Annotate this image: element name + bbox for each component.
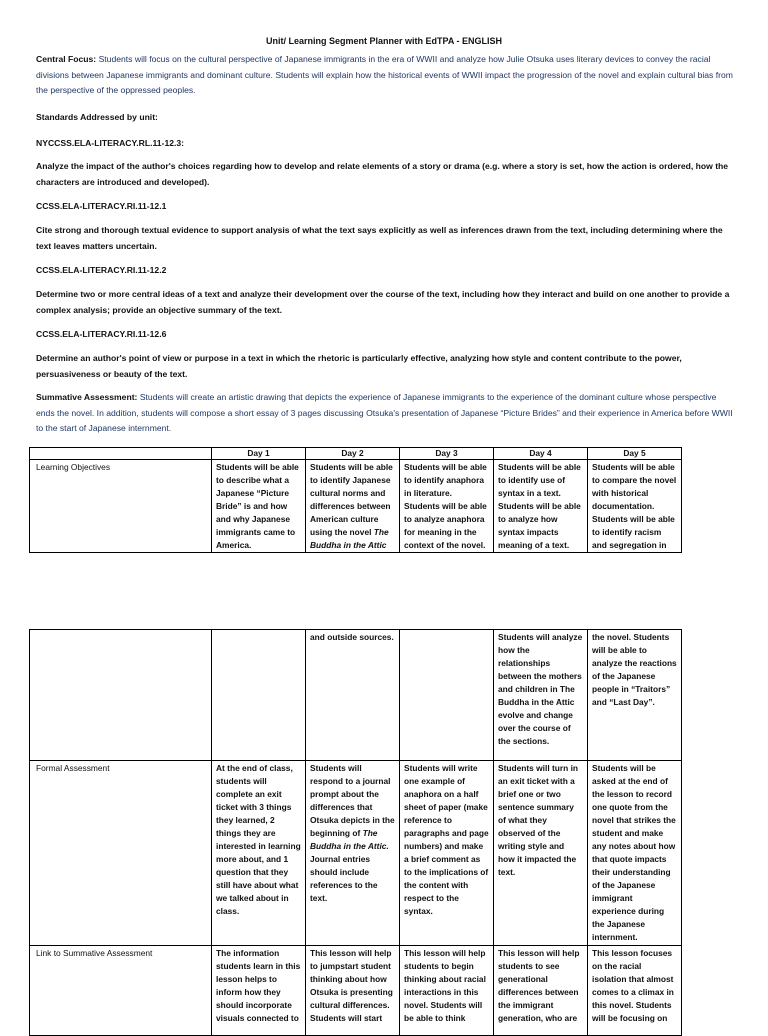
table-cell bbox=[212, 630, 306, 761]
table-cell: Students will turn in an exit ticket with a brief one or two sentence summary of what they observed of the writing style and how it impacted the text. bbox=[494, 761, 588, 946]
table-cell bbox=[588, 946, 682, 1036]
header-day: Day 3 bbox=[400, 448, 494, 460]
table-cell: Students will be asked at the end of the lesson to record one quote from the novel that strikes the student and make any notes about how that quote impacts their understanding of the Japanese immigrant experience during the Japanese internment. bbox=[588, 761, 682, 946]
summative-assessment bbox=[36, 390, 736, 437]
table-cell bbox=[494, 946, 588, 1036]
cell-text: This lesson focuses on the racial isolation that almost comes to a climax in this novel. Students will be focusing on bbox=[592, 948, 674, 1023]
table-row bbox=[30, 460, 682, 553]
table-cell bbox=[400, 630, 494, 761]
table-cell bbox=[212, 460, 306, 553]
cell-text: Students will be able to identify Japanese cultural norms and differences between American culture using the novel bbox=[310, 462, 393, 537]
central-focus-label: Central Focus: bbox=[36, 54, 97, 64]
cell-text: Students will be able to identify anaphora in literature. Students will be able to analyze anaphora for meaning in the context of the novel. bbox=[404, 462, 487, 550]
standard-text: Analyze the impact of the author's choices regarding how to develop and relate elements of a story or drama (e.g. where a story is set, how the action is ordered, how the characters are introduced and developed). bbox=[36, 161, 729, 187]
standard-text: Cite strong and thorough textual evidence to support analysis of what the text says explicitly as well as inferences drawn from the text, including determining where the text leaves matters uncertain. bbox=[36, 225, 723, 251]
summative-text: Students will create an artistic drawing that depicts the experience of Japanese immigrants to the experience of the dominant culture whose perspective ends the novel. In addition, students will compose a short essay of 3 pages discussing Otsuka's presentation of Japanese “Picture Brides” and their experience in America before WWII to the start of Japanese internment. bbox=[36, 392, 733, 433]
cell-text: Students will be able to describe what a Japanese “Picture Bride” is and how and why Japanese immigrants came to America. bbox=[216, 462, 299, 550]
table-cell bbox=[400, 460, 494, 553]
table-row bbox=[30, 946, 682, 1036]
book-title: The Buddha in the Attic bbox=[310, 527, 389, 550]
standard-text: Determine an author's point of view or purpose in a text in which the rhetoric is particularly effective, analyzing how style and content contribute to the power, persuasiveness or beauty of the text. bbox=[36, 353, 682, 379]
header-day: Day 2 bbox=[306, 448, 400, 460]
table-cell: Students will write one example of anaphora on a half sheet of paper (make reference to paragraphs and page numbers) and make a brief comment as to the implications of the content with respect to the syntax. bbox=[400, 761, 494, 946]
table-row bbox=[30, 761, 682, 946]
table-cell: the novel. Students will be able to analyze the reactions of the Japanese people in “Traitors” and “Last Day”. bbox=[588, 630, 682, 761]
standard-code: NYCCSS.ELA-LITERACY.RL.11-12.3: bbox=[36, 138, 185, 148]
table-cell bbox=[588, 460, 682, 553]
cell-text: This lesson will help students to see generational differences between the immigrant generation, who are bbox=[498, 948, 580, 1023]
row-label bbox=[30, 630, 212, 761]
summative-label: Summative Assessment: bbox=[36, 392, 138, 402]
row-label: Formal Assessment bbox=[30, 761, 212, 946]
header-day: Day 5 bbox=[588, 448, 682, 460]
central-focus bbox=[36, 52, 736, 99]
table-row bbox=[30, 630, 682, 761]
standard-code: CCSS.ELA-LITERACY.RI.11-12.1 bbox=[36, 201, 167, 211]
row-label: Learning Objectives bbox=[30, 460, 212, 553]
standard-text: Determine two or more central ideas of a text and analyze their development over the course of the text, including how they interact and build on one another to provide a complex analysis; provide an objective summary of the text. bbox=[36, 289, 730, 315]
standard-code: CCSS.ELA-LITERACY.RI.11-12.6 bbox=[36, 329, 167, 339]
table-cell bbox=[494, 460, 588, 553]
table-cell bbox=[306, 460, 400, 553]
table-cell bbox=[400, 946, 494, 1036]
document-title: Unit/ Learning Segment Planner with EdTPA - ENGLISH bbox=[265, 36, 503, 46]
cell-text: Students will be able to compare the novel with historical documentation. Students will be able to identify racism and segregation in bbox=[592, 462, 677, 550]
standards-heading: Standards Addressed by unit: bbox=[36, 112, 158, 122]
header-day: Day 4 bbox=[494, 448, 588, 460]
cell-text: The information students learn in this lesson helps to inform how they should incorporate visuals connected to bbox=[216, 948, 301, 1023]
table-cell: and outside sources. bbox=[306, 630, 400, 761]
cell-text: Students will respond to a journal prompt about the differences that Otsuka depicts in the beginning of bbox=[310, 763, 395, 838]
table-cell bbox=[306, 761, 400, 946]
cell-text-wrap bbox=[310, 461, 395, 551]
table-header-row bbox=[30, 448, 682, 460]
header-day: Day 1 bbox=[212, 448, 306, 460]
cell-text: This lesson will help students to begin thinking about racial interactions in this novel. Students will be able to think bbox=[404, 948, 486, 1023]
table-cell bbox=[306, 946, 400, 1036]
table-cell: At the end of class, students will complete an exit ticket with 3 things they learned, 2 things they are interested in learning more about, and 1 question that they still have about what we talked about in class. bbox=[212, 761, 306, 946]
central-focus-text: Students will focus on the cultural perspective of Japanese immigrants in the era of WWII and analyze how Julie Otsuka uses literary devices to convey the racial divisions between Japanese immigrants and dominant culture. Students will explain how the historical events of WWII impact the progression of the novel and explain cultural bias from the perspective of the oppressed peoples. bbox=[36, 54, 733, 95]
row-label: Link to Summative Assessment bbox=[30, 946, 212, 1036]
cell-text: This lesson will help to jumpstart student thinking about how Otsuka is presenting cultural differences. Students will start bbox=[310, 948, 393, 1023]
planner-table-top bbox=[29, 447, 682, 553]
table-cell bbox=[212, 946, 306, 1036]
book-title: The Buddha in the Attic. bbox=[310, 828, 389, 851]
header-blank bbox=[30, 448, 212, 460]
cell-text: Journal entries should include references to the text. bbox=[310, 854, 378, 903]
standard-code: CCSS.ELA-LITERACY.RI.11-12.2 bbox=[36, 265, 167, 275]
table-cell: Students will analyze how the relationships between the mothers and children in The Buddha in the Attic evolve and change over the course of the sections. bbox=[494, 630, 588, 761]
cell-text: Students will be able to identify use of syntax in a text. Students will be able to analyze how syntax impacts meaning of a text. bbox=[498, 462, 581, 550]
planner-table-continued bbox=[29, 629, 682, 1036]
